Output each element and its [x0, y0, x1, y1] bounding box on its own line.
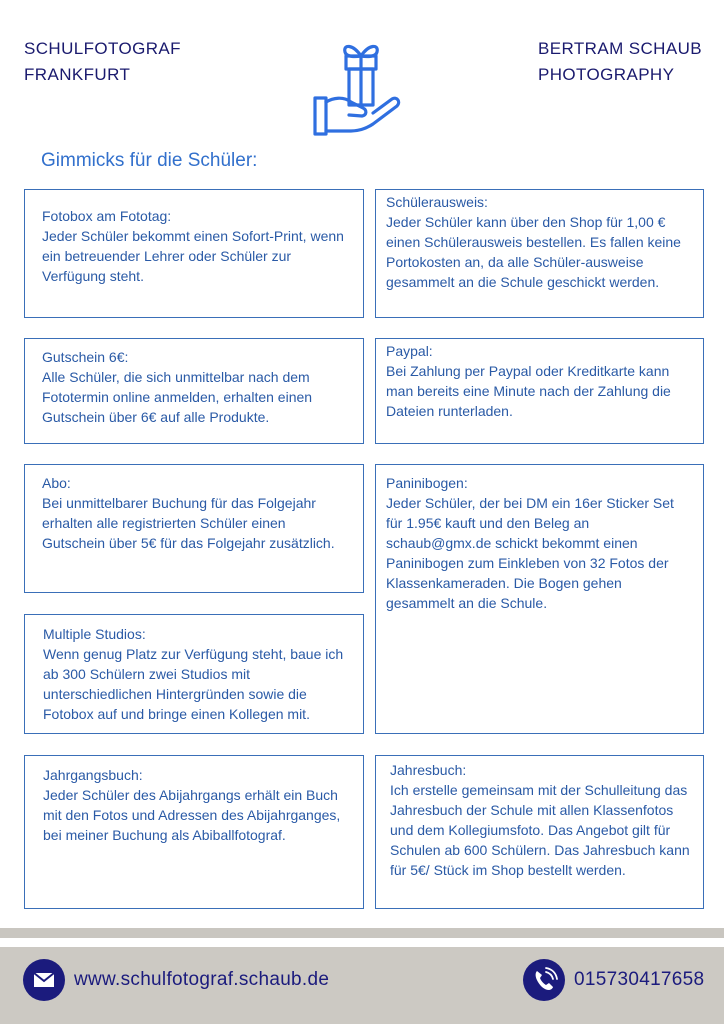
info-box-paypal: [375, 338, 704, 444]
box-body: Jeder Schüler bekommt einen Sofort-Print, wenn ein betreuender Lehrer oder Schüler zur Verfügung steht.: [42, 228, 344, 284]
website-link[interactable]: www.schulfotograf.schaub.de: [74, 969, 330, 990]
box-body: Bei Zahlung per Paypal oder Kreditkarte kann man bereits eine Minute nach der Zahlung die Dateien runterladen.: [386, 363, 671, 419]
info-box-multiple-studios: [24, 614, 364, 734]
box-title: Abo:: [42, 475, 71, 491]
info-box-paninibogen: [375, 464, 704, 734]
info-box-gutschein: [24, 338, 364, 444]
box-body: Jeder Schüler kann über den Shop für 1,00 € einen Schülerausweis bestellen. Es fallen keine Portokosten an, da alle Schüler-ausweise gesammelt an die Schule geschickt werden.: [386, 214, 681, 290]
box-body: Jeder Schüler, der bei DM ein 16er Sticker Set für 1.95€ kauft und den Beleg an schaub@gmx.de schickt bekommt einen Paninibogen zum Einkleben von 32 Fotos der Klassenkameraden. Die Bogen gehen gesammelt an die Schule.: [386, 495, 674, 611]
box-title: Fotobox am Fototag:: [42, 208, 172, 224]
box-body: Alle Schüler, die sich unmittelbar nach dem Fototermin online anmelden, erhalten einen Gutschein über 6€ auf alle Produkte.: [42, 369, 313, 425]
info-box-fotobox: [24, 189, 364, 318]
box-body: Ich erstelle gemeinsam mit der Schulleitung das Jahresbuch der Schule mit allen Klassenfotos und dem Kollegiumsfoto. Das Angebot gilt für Schulen ab 600 Schülern. Das Jahresbuch kann für 5€/ Stück im Shop bestellt werden.: [390, 782, 690, 878]
box-title: Jahrgangsbuch:: [43, 767, 143, 783]
phone-number[interactable]: 015730417658: [574, 969, 705, 990]
box-title: Gutschein 6€:: [42, 349, 129, 365]
box-body: Wenn genug Platz zur Verfügung steht, baue ich ab 300 Schülern zwei Studios mit unterschiedlichen Hintergründen sowie die Fotobox auf und bringe einen Kollegen mit.: [43, 646, 344, 722]
info-box-abo: [24, 464, 364, 593]
box-body: Jeder Schüler des Abijahrgangs erhält ein Buch mit den Fotos und Adressen des Abijahrganges, bei meiner Buchung als Abiballfotograf.: [43, 787, 341, 843]
info-box-jahresbuch: [375, 755, 704, 909]
box-title: Schülerausweis:: [386, 194, 488, 210]
mail-icon[interactable]: [23, 959, 65, 1001]
brand-right-line2: PHOTOGRAPHY: [538, 65, 675, 84]
info-box-jahrgangsbuch: [24, 755, 364, 909]
section-title: Gimmicks für die Schüler:: [41, 150, 258, 171]
footer: [0, 947, 724, 1024]
box-title: Jahresbuch:: [390, 762, 467, 778]
brand-left-line1: SCHULFOTOGRAF: [24, 39, 181, 58]
gift-on-hand-icon: [313, 36, 409, 140]
box-body: Bei unmittelbarer Buchung für das Folgejahr erhalten alle registrierten Schüler einen Gutschein über 5€ für das Folgejahr zusätzlich.: [42, 495, 335, 551]
phone-icon[interactable]: [523, 959, 565, 1001]
box-title: Multiple Studios:: [43, 626, 146, 642]
footer-divider: [0, 928, 724, 938]
box-title: Paypal:: [386, 343, 433, 359]
box-title: Paninibogen:: [386, 475, 468, 491]
brand-left: [24, 36, 181, 88]
brand-right: [538, 36, 702, 88]
brand-right-line1: BERTRAM SCHAUB: [538, 39, 702, 58]
brand-left-line2: FRANKFURT: [24, 65, 131, 84]
info-box-schuelerausweis: [375, 189, 704, 318]
